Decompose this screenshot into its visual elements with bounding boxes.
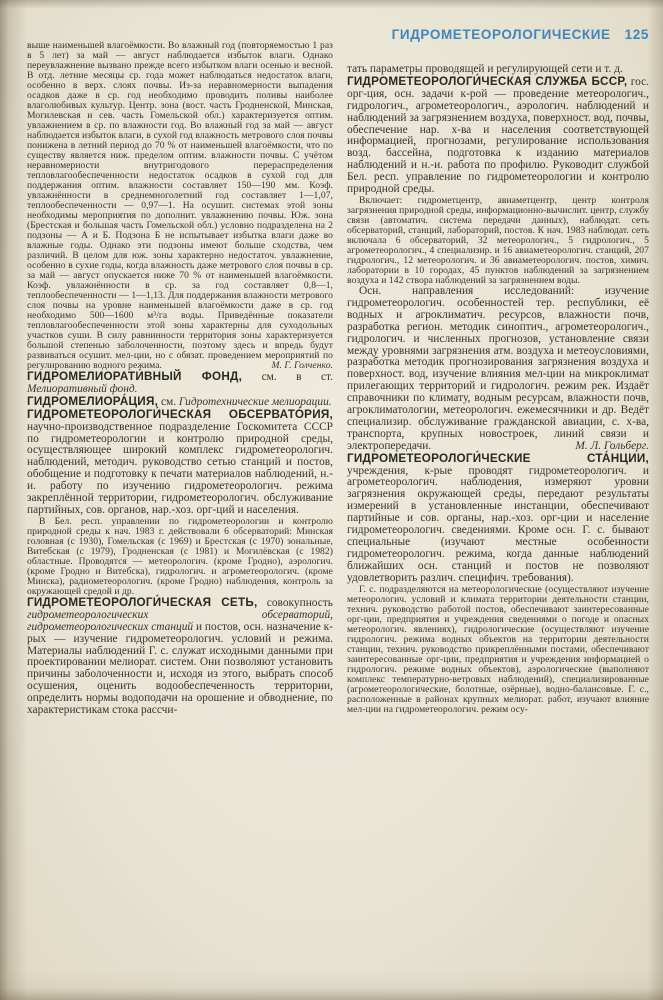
page-number: 125 xyxy=(624,27,649,42)
italic-text: Мелиоративный фонд. xyxy=(27,382,138,395)
text-run: тать параметры проводящей и регулирующей сети и т. д. xyxy=(347,63,623,75)
headword: ГИДРОМЕТЕОРОЛОГИ́ЧЕСКАЯ ОБСЕРВАТО́РИЯ, xyxy=(27,407,333,421)
headword: ГИДРОМЕТЕОРОЛОГИ́ЧЕСКАЯ СЛУЖБА БССР, xyxy=(347,74,628,88)
text-column-right xyxy=(347,64,649,715)
text-run: см. xyxy=(158,395,179,408)
text-run: В Бел. респ. управлении по гидрометеорологии и контролю природной среды к нач. 1983 г. действовали 6 обсерваторий: Минская головная (с 1930), Гомельская (с 1969) и Брестская (с 1970) зональные, Витебская (с 1979), Гродненская (с 1981) и Могилёвская (с 1982) областные. Проводятся — метеорологич. (кроме Гродно), аэрологич. (кроме Гродно и Витебска), гидрологич. и агрометеорологич. (кроме Минска), радиометеорологич. (кроме Гродно) наблюдения, контроль за окружающей средой и др. xyxy=(27,515,333,597)
paragraph xyxy=(347,196,649,286)
running-head xyxy=(300,27,649,42)
text-run: Г. с. подразделяются на метеорологические (осуществляют изучение метеорологич. условий и климата территории деятельности станции, технич. руководство работой постов, обеспечивают заинтересованные орг-ции, предприятия и учреждения сведениями о погоде и опасных метеорологич. явлениях), гидрологические (осуществляют изучение гидрологич. режима водных объектов на территории деятельности станции, технич. руководство прикреплёнными постами, обеспечивают заинтересованные орг-ции, предприятия и учреждения информацией о гидрологич. режиме водных объектов), аэрологические (выполняют комплекс температурно-ветровых наблюдений), специализированные (агрометеорологические, болотные, озёрные), водно-балансовые. Г. с., расположенные в районах крупных мелиорат. работ, изучают влияние мел-ции на гидрометеорологич. режим осу- xyxy=(347,583,649,715)
paragraph xyxy=(347,286,649,453)
text-run: научно-производственное подразделение Госкомитета СССР по гидрометеорологии и контролю природной среды, осуществляющее широкий комплекс гидрометеорологич. наблюдений, методич. руководство сетью станций и постов, обобщение и подготовку к печати материалов наблюдений, н.-и. работу по изучению гидрометеорологич. режима закреплённой территории, гидрометеорологич. обслуживание партийных, сов. органов, нар.-хоз. орг-ций и населения. xyxy=(27,420,333,516)
paragraph xyxy=(347,585,649,715)
headword: ГИДРОМЕТЕОРОЛОГИ́ЧЕСКИЕ СТА́НЦИИ, xyxy=(347,451,649,465)
text-run: совокупность xyxy=(257,596,333,609)
text-run: гос. орг-ция, осн. задачи к-рой — проведение метеорологич., гидрологич., агрометеорологич., аэрологич. наблюдений и наблюдений за загрязнением воздуха, поверхност. вод, почвы, обеспечение нар. х-ва и населения соответствующей информацией, прогнозами, регулирование использования возд. бассейна, подготовка к изданию материалов наблюдений и н.-и. работа по профилю. Руководит службой Бел. респ. управление по гидрометеорологии и контролю природной среды. xyxy=(347,75,649,196)
text-run: Осн. направления исследований: изучение гидрометеорологич. особенностей тер. республики, её водных и агроклиматич. ресурсов, влажности почв, разработка регион. методик синоптич., агрометеорологич., гидрологич. и численных прогнозов, установление связи между уровнями загрязнения атм. воздуха и метеоусловиями, разработка методик прогнозирования загрязнения воздуха и поверхност. вод, изучение влияния мел-ции на микроклимат прилегающих территорий и гидрологич. режим рек. Издаёт справочники по климату, водным ресурсам, влажности почв, агроклиматологии, метеорологич. ежемесячники и др. Ведёт специализир. обслуживание гражданской авиации, с. х-ва, транспорта, крупных новостроек, линий связи и электропередачи. xyxy=(347,284,649,452)
text-run: см. в ст. xyxy=(242,371,333,383)
paragraph xyxy=(27,41,333,371)
running-head-title: ГИДРОМЕТЕОРОЛОГИЧЕСКИЕ xyxy=(391,27,611,42)
text-run: выше наименьшей влагоёмкости. Во влажный год (повторяемостью 1 раз в 5 лет) за май — август наблюдается избыток влаги. Однако переувлажнение вызвано прежде всего избытком влаги осенью и весной. В отд. летние месяцы ср. года может наблюдаться недостаток влаги, особенно в верх. слоях почвы. Из-за неравномерности выпадения осадков даже в ср. год необходимо проводить поливы наиболее влаголюбивых культур. Центр. зона (вост. часть Гродненской, Минская, Могилевская и сев. часть Гомельской обл.) характеризуется оптим. увлажнением в ср. по влажности год. Во влажный год за май — август наблюдается избыток влаги, в сухой год влажность метрового слоя почвы понижена в летний период до 70 % от наименьшей влагоёмкости, что по существу является ниж. пределом оптим. влажности почвы. С учётом неравномерности внутригодового перераспределения тепловлагообеспеченности недостаток осадков в сухой год для поддержания оптим. влажности составляет 150—190 мм. Коэф. увлажнённости в среднемноголетний год составляет 1—1,07, теплообеспеченности — 0,97—1. На осушит. системах этой зоны необходимы мероприятия по дополнит. увлажнению почвы. Юж. зона (Брестская и большая часть Гомельской обл.) условно подразделена на 2 подзоны — А и Б. Подзона Б не испытывает избытка влаги даже во влажные годы. Однако эти подзоны имеют больше сходства, чем различий. В целом для юж. зоны характерно недостаточ. увлажнение, особенно в сухие годы, когда влажность даже метрового слоя почвы в ср. за май — август опускается ниже 70 % от наименьшей влагоёмкости. Коэф. увлажнённости в ср. за год составляет 0,8—1, теплообеспеченности — 1—1,13. Для поддержания влажности метрового слоя почвы на уровне наименьшей влагоёмкости даже в ср. год необходимо 500—1600 м³/га воды. Приведённые показатели тепловлагообеспеченности этой зоны характерны для суходольных участков суши. В силу равнинности территория зоны характеризуется большой степенью заболоченности, поэтому здесь и впредь будут развиваться осушит. мел-ции, но с обязат. проведением мероприятий по регулированию водного режима. xyxy=(27,40,333,371)
article-entry xyxy=(347,453,649,585)
italic-text: Гидротехнические мелиорации. xyxy=(178,395,332,408)
headword: ГИДРОМЕЛИОРАТИ́ВНЫЙ ФОНД, xyxy=(27,370,243,383)
article-entry xyxy=(27,597,333,717)
text-run: учреждения, к-рые проводят гидрометеорологич. и агрометеорологич. наблюдения, измеряют уровни загрязнения окружающей среды, передают результаты измерений в установленные инстанции, обеспечивают партийные и сов. органы, нар.-хоз. орг-ции и население гидрометеорологич. сведениями. Кроме осн. Г. с. бывают специальные (изучают местные особенности гидрометеорологич. режима, когда данные наблюдений ближайших осн. станций и постов не позволяют удовлетворить различ. специфич. требования). xyxy=(347,464,649,584)
italic-text: гидрометеорологических обсерваторий, гидрометеорологических станций xyxy=(27,608,333,633)
author-signature: М. Л. Гольберг. xyxy=(575,439,649,452)
article-entry xyxy=(27,409,333,517)
text-run: Включает: гидрометцентр, авиаметцентр, центр контроля загрязнения природной среды, информационно-вычислит. центр, службу связи (автоматич. система передачи данных), наблюдат. сеть обсерваторий, станций, лабораторий, постов. К нач. 1983 наблюдат. сеть включала 6 обсерваторий, 32 метеорологич., 5 гидрологич., 5 агрометеорологич., 4 специализир. и 16 авиаметеорологич. станций, 207 гидрологич., 12 метеорологич. и 36 авиаметеорологич. постов, химич. лаборатории в 10 городах, 45 пунктов наблюдений за загрязнением воздуха и 142 створа наблюдений за загрязнением воды. xyxy=(347,194,649,286)
author-signature: М. Г. Голченко. xyxy=(271,360,333,371)
paragraph xyxy=(27,517,333,597)
text-column-left xyxy=(27,41,333,717)
headword: ГИДРОМЕЛИОРА́ЦИЯ, xyxy=(27,394,159,408)
article-entry xyxy=(347,76,649,196)
headword: ГИДРОМЕТЕОРОЛОГИ́ЧЕСКАЯ СЕТЬ, xyxy=(27,595,258,609)
article-entry xyxy=(27,371,333,396)
text-run: и постов, осн. назначение к-рых — изучение гидрометеорологич. условий и режима. Материалы наблюдений Г. с. служат исходными данными при проектировании мелиорат. систем. Они позволяют установить причины заболоченности и, исходя из этого, выбрать способ осушения, оценить водообеспеченность территории, определить нормы водоподачи на орошение и обводнение, по характеристикам стока рассчи- xyxy=(27,620,333,717)
